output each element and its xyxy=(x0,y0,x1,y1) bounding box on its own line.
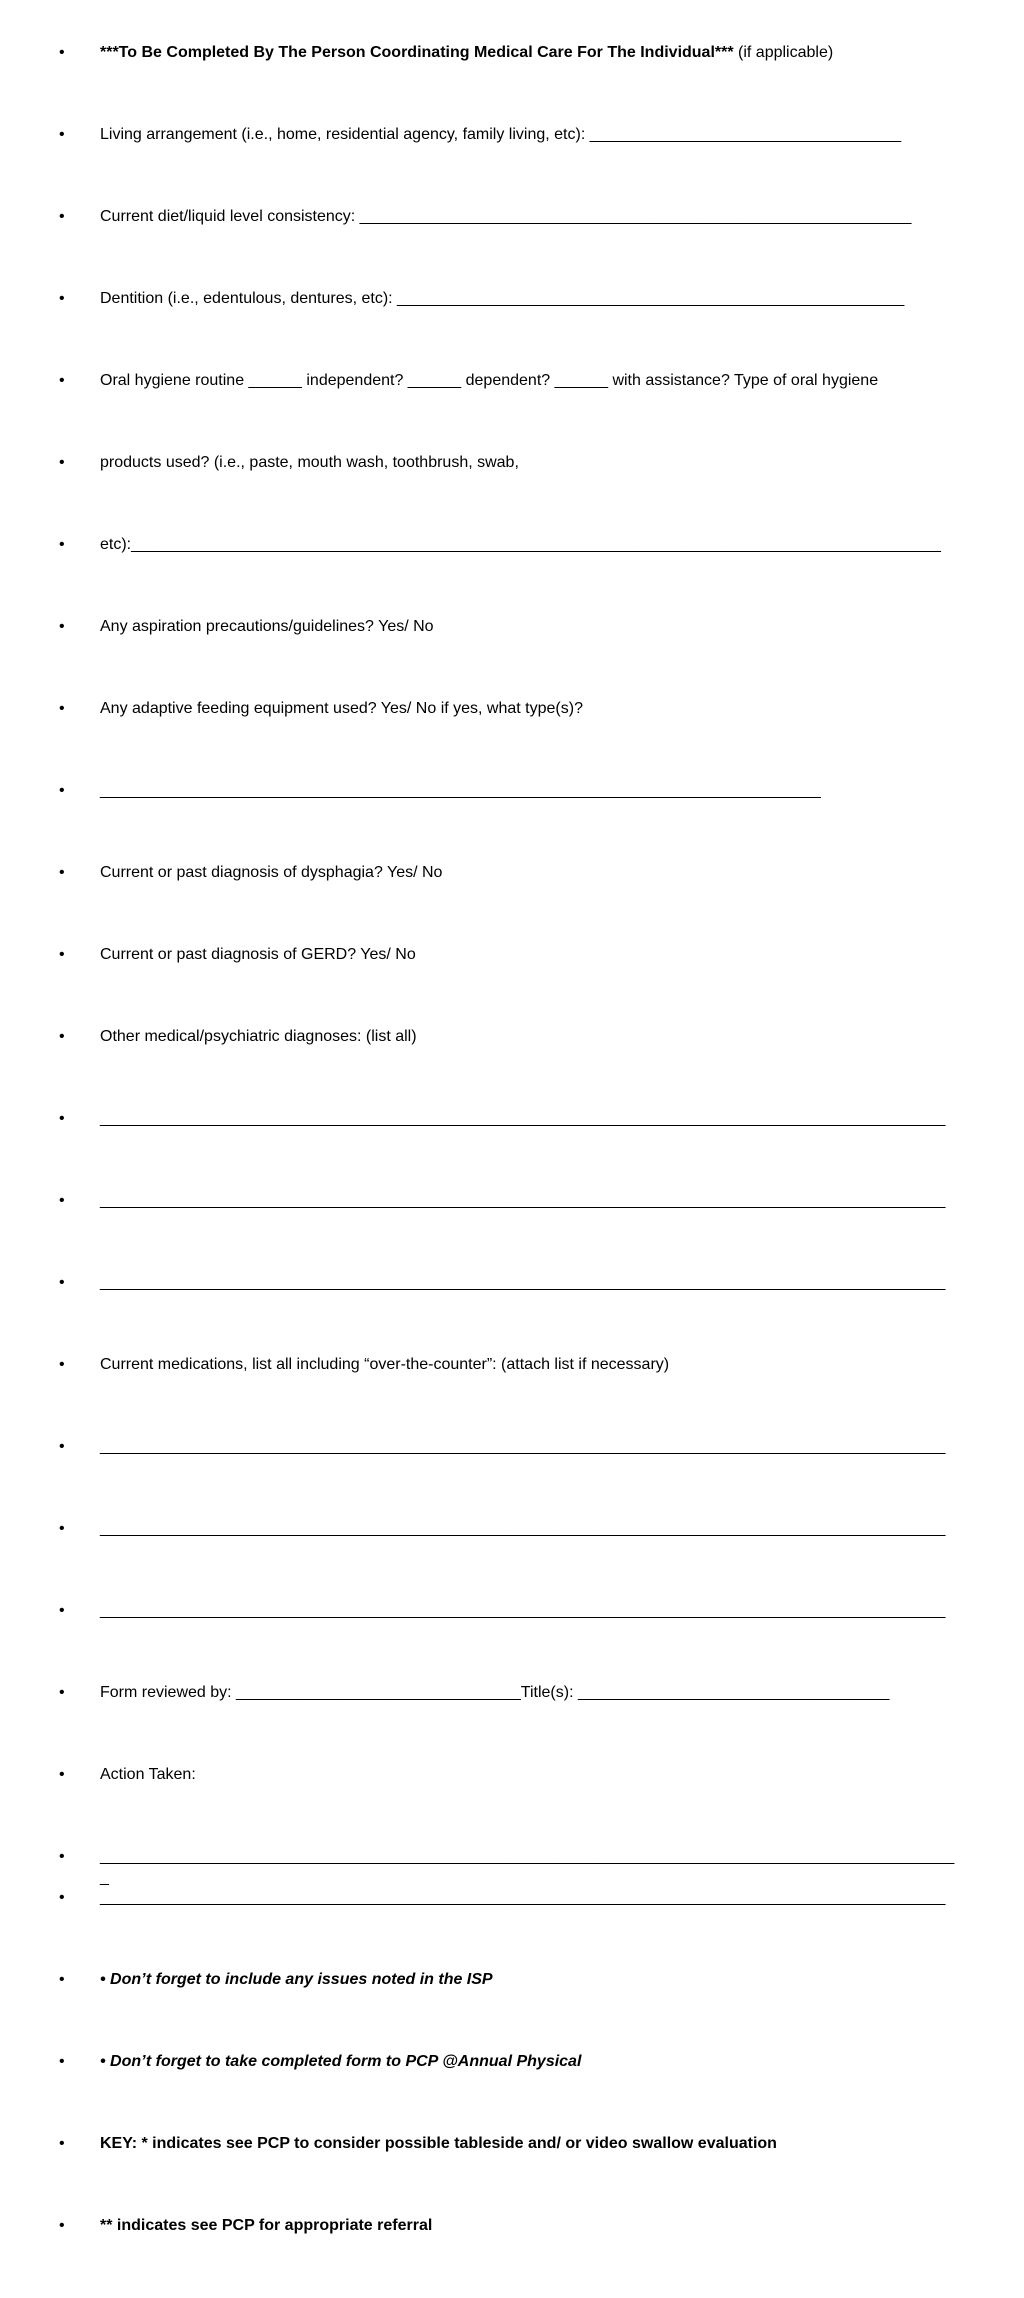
reviewed-by-label: Form reviewed by: ________________________________Title(s): ___________________________________ xyxy=(100,1684,890,1701)
form-item-list xyxy=(0,43,1024,2298)
blank-line: _______________________________________________________________________________________________ xyxy=(100,1889,946,1906)
bullet: • xyxy=(59,290,65,307)
adaptive-equipment-blank-field[interactable] xyxy=(0,781,1024,863)
hygiene-products-blank: etc):___________________________________________________________________________________________ xyxy=(100,536,941,553)
hygiene-products-line xyxy=(0,453,1024,535)
bullet: • xyxy=(59,1602,65,1619)
gerd-field[interactable] xyxy=(0,945,1024,1027)
bullet: • xyxy=(59,864,65,881)
bullet: • xyxy=(59,946,65,963)
blank-line: _______________________________________________________________________________________________ xyxy=(100,1274,946,1291)
bullet: • xyxy=(59,1438,65,1455)
reminder-pcp xyxy=(0,2052,1024,2134)
adaptive-equipment-label: Any adaptive feeding equipment used? Yes/ No if yes, what type(s)? xyxy=(100,700,583,717)
bullet: • xyxy=(59,1848,65,1865)
bullet: • xyxy=(59,1684,65,1701)
blank-line: _______________________________________________________________________________________________ xyxy=(100,1520,946,1537)
bullet: • xyxy=(59,1889,65,1906)
bullet: • xyxy=(59,2217,65,2234)
other-diagnoses-blank-field[interactable] xyxy=(0,1109,1024,1191)
bullet: • xyxy=(59,536,65,553)
blank-line: _______________________________________________________________________________________________ xyxy=(100,1602,946,1619)
medications-blank-field[interactable] xyxy=(0,1437,1024,1519)
action-taken-label: Action Taken: xyxy=(100,1766,196,1783)
reviewed-by-field[interactable] xyxy=(0,1683,1024,1765)
bullet: • xyxy=(59,700,65,717)
blank-line: _________________________________________________________________________________________________ xyxy=(100,1848,955,1886)
reminder-isp xyxy=(0,1970,1024,2052)
gerd-label: Current or past diagnosis of GERD? Yes/ No xyxy=(100,946,416,963)
hygiene-products-field[interactable] xyxy=(0,535,1024,617)
key-single-asterisk-text: KEY: * indicates see PCP to consider possible tableside and/ or video swallow evaluation xyxy=(100,2135,777,2152)
action-taken-blank-field[interactable] xyxy=(0,1888,1024,1970)
bullet: • xyxy=(59,1028,65,1045)
medications-line xyxy=(0,1355,1024,1437)
oral-hygiene-label: Oral hygiene routine ______ independent? ______ dependent? ______ with assistance? Type of oral hygiene xyxy=(100,372,879,389)
reminder-isp-text: • Don’t forget to include any issues noted in the ISP xyxy=(100,1971,493,1988)
bullet: • xyxy=(59,1766,65,1783)
blank-line: _______________________________________________________________________________________________ xyxy=(100,1438,946,1455)
medications-blank-field[interactable] xyxy=(0,1519,1024,1601)
dentition-field[interactable] xyxy=(0,289,1024,371)
action-taken-line xyxy=(0,1765,1024,1847)
medications-label: Current medications, list all including “over-the-counter”: (attach list if necessary) xyxy=(100,1356,670,1373)
bullet: • xyxy=(59,2135,65,2152)
bullet: • xyxy=(59,372,65,389)
bullet: • xyxy=(59,44,65,61)
bullet: • xyxy=(59,2053,65,2070)
bullet: • xyxy=(59,782,65,799)
adaptive-equipment-blank: _________________________________________________________________________________ xyxy=(100,782,821,799)
bullet: • xyxy=(59,126,65,143)
dysphagia-label: Current or past diagnosis of dysphagia? Yes/ No xyxy=(100,864,443,881)
key-single-asterisk xyxy=(0,2134,1024,2216)
other-diagnoses-blank-field[interactable] xyxy=(0,1273,1024,1355)
header-instruction-note: (if applicable) xyxy=(733,44,834,61)
bullet: • xyxy=(59,1192,65,1209)
medications-blank-field[interactable] xyxy=(0,1601,1024,1683)
bullet: • xyxy=(59,1520,65,1537)
aspiration-precautions-field[interactable] xyxy=(0,617,1024,699)
bullet: • xyxy=(59,1356,65,1373)
header-instruction xyxy=(0,43,1024,125)
oral-hygiene-field[interactable] xyxy=(0,371,1024,453)
other-diagnoses-blank-field[interactable] xyxy=(0,1191,1024,1273)
dentition-label: Dentition (i.e., edentulous, dentures, etc): _________________________________________________________ xyxy=(100,290,905,307)
header-instruction-text xyxy=(100,43,833,64)
dysphagia-field[interactable] xyxy=(0,863,1024,945)
hygiene-products-label: products used? (i.e., paste, mouth wash, toothbrush, swab, xyxy=(100,454,519,471)
living-arrangement-label: Living arrangement (i.e., home, residential agency, family living, etc): ___________________________________ xyxy=(100,126,902,143)
bullet: • xyxy=(59,618,65,635)
blank-line: _______________________________________________________________________________________________ xyxy=(100,1110,946,1127)
blank-line: _______________________________________________________________________________________________ xyxy=(100,1192,946,1209)
diet-consistency-field[interactable] xyxy=(0,207,1024,289)
bullet: • xyxy=(59,454,65,471)
living-arrangement-field[interactable] xyxy=(0,125,1024,207)
key-double-asterisk-text: ** indicates see PCP for appropriate referral xyxy=(100,2217,433,2234)
header-instruction-bold: ***To Be Completed By The Person Coordinating Medical Care For The Individual*** xyxy=(100,44,734,61)
bullet: • xyxy=(59,1971,65,1988)
aspiration-precautions-label: Any aspiration precautions/guidelines? Yes/ No xyxy=(100,618,434,635)
bullet: • xyxy=(59,1274,65,1291)
diet-consistency-label: Current diet/liquid level consistency: ______________________________________________________________ xyxy=(100,208,912,225)
other-diagnoses-line xyxy=(0,1027,1024,1109)
key-double-asterisk xyxy=(0,2216,1024,2298)
bullet: • xyxy=(59,1110,65,1127)
bullet: • xyxy=(59,208,65,225)
reminder-pcp-text: • Don’t forget to take completed form to PCP @Annual Physical xyxy=(100,2053,582,2070)
other-diagnoses-label: Other medical/psychiatric diagnoses: (list all) xyxy=(100,1028,417,1045)
adaptive-equipment-field[interactable] xyxy=(0,699,1024,781)
action-taken-blank-field[interactable] xyxy=(0,1847,1024,1888)
